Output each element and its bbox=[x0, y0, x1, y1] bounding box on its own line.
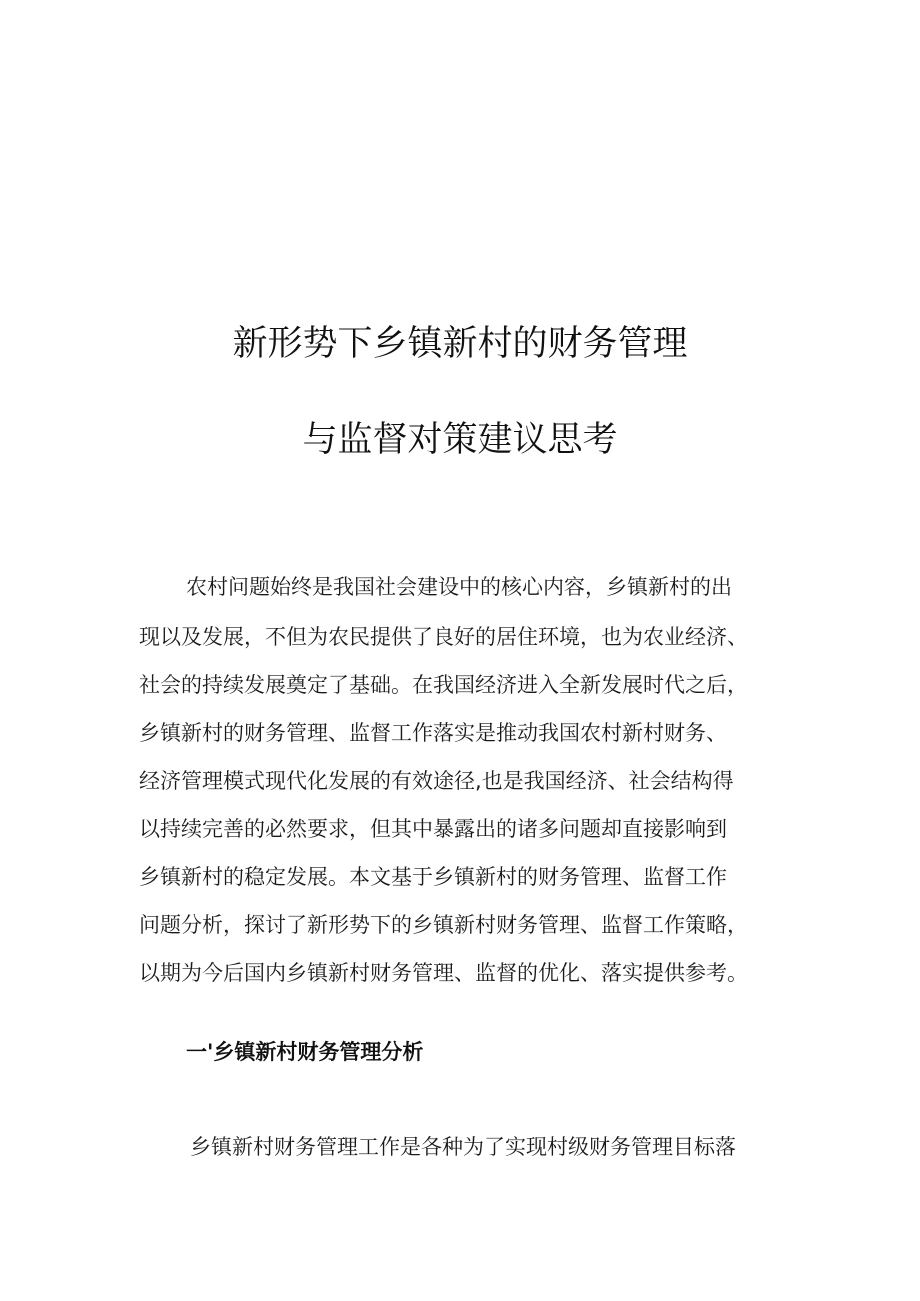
paragraph-1-line-2: 现以及发展，不但为农民提供了良好的居住环境，也为农业经济、 bbox=[139, 625, 748, 649]
paragraph-2-line-1: 乡镇新村财务管理工作是各种为了实现村级财务管理目标落 bbox=[190, 1135, 736, 1159]
paragraph-1-line-7: 乡镇新村的稳定发展。本文基于乡镇新村的财务管理、监督工作 bbox=[139, 865, 727, 889]
document-title-line-2: 与监督对策建议思考 bbox=[302, 420, 618, 460]
paragraph-1-line-8: 问题分析，探讨了新形势下的乡镇新村财务管理、监督工作策略， bbox=[139, 913, 748, 937]
paragraph-1-line-5: 经济管理模式现代化发展的有效途径,也是我国经济、社会结构得 bbox=[139, 769, 734, 793]
paragraph-1-line-6: 以持续完善的必然要求，但其中暴露出的诸多问题却直接影响到 bbox=[139, 817, 727, 841]
paragraph-1-line-9: 以期为今后国内乡镇新村财务管理、监督的优化、落实提供参考。 bbox=[139, 961, 748, 985]
paragraph-1-line-1: 农村问题始终是我国社会建设中的核心内容，乡镇新村的出 bbox=[186, 575, 732, 599]
section-heading: 一'乡镇新村财务管理分析 bbox=[186, 1040, 424, 1064]
document-title-line-1: 新形势下乡镇新村的财务管理 bbox=[232, 324, 688, 364]
paragraph-1-line-3: 社会的持续发展奠定了基础。在我国经济进入全新发展时代之后， bbox=[139, 673, 748, 697]
paragraph-1-line-4: 乡镇新村的财务管理、监督工作落实是推动我国农村新村财务、 bbox=[139, 721, 727, 745]
